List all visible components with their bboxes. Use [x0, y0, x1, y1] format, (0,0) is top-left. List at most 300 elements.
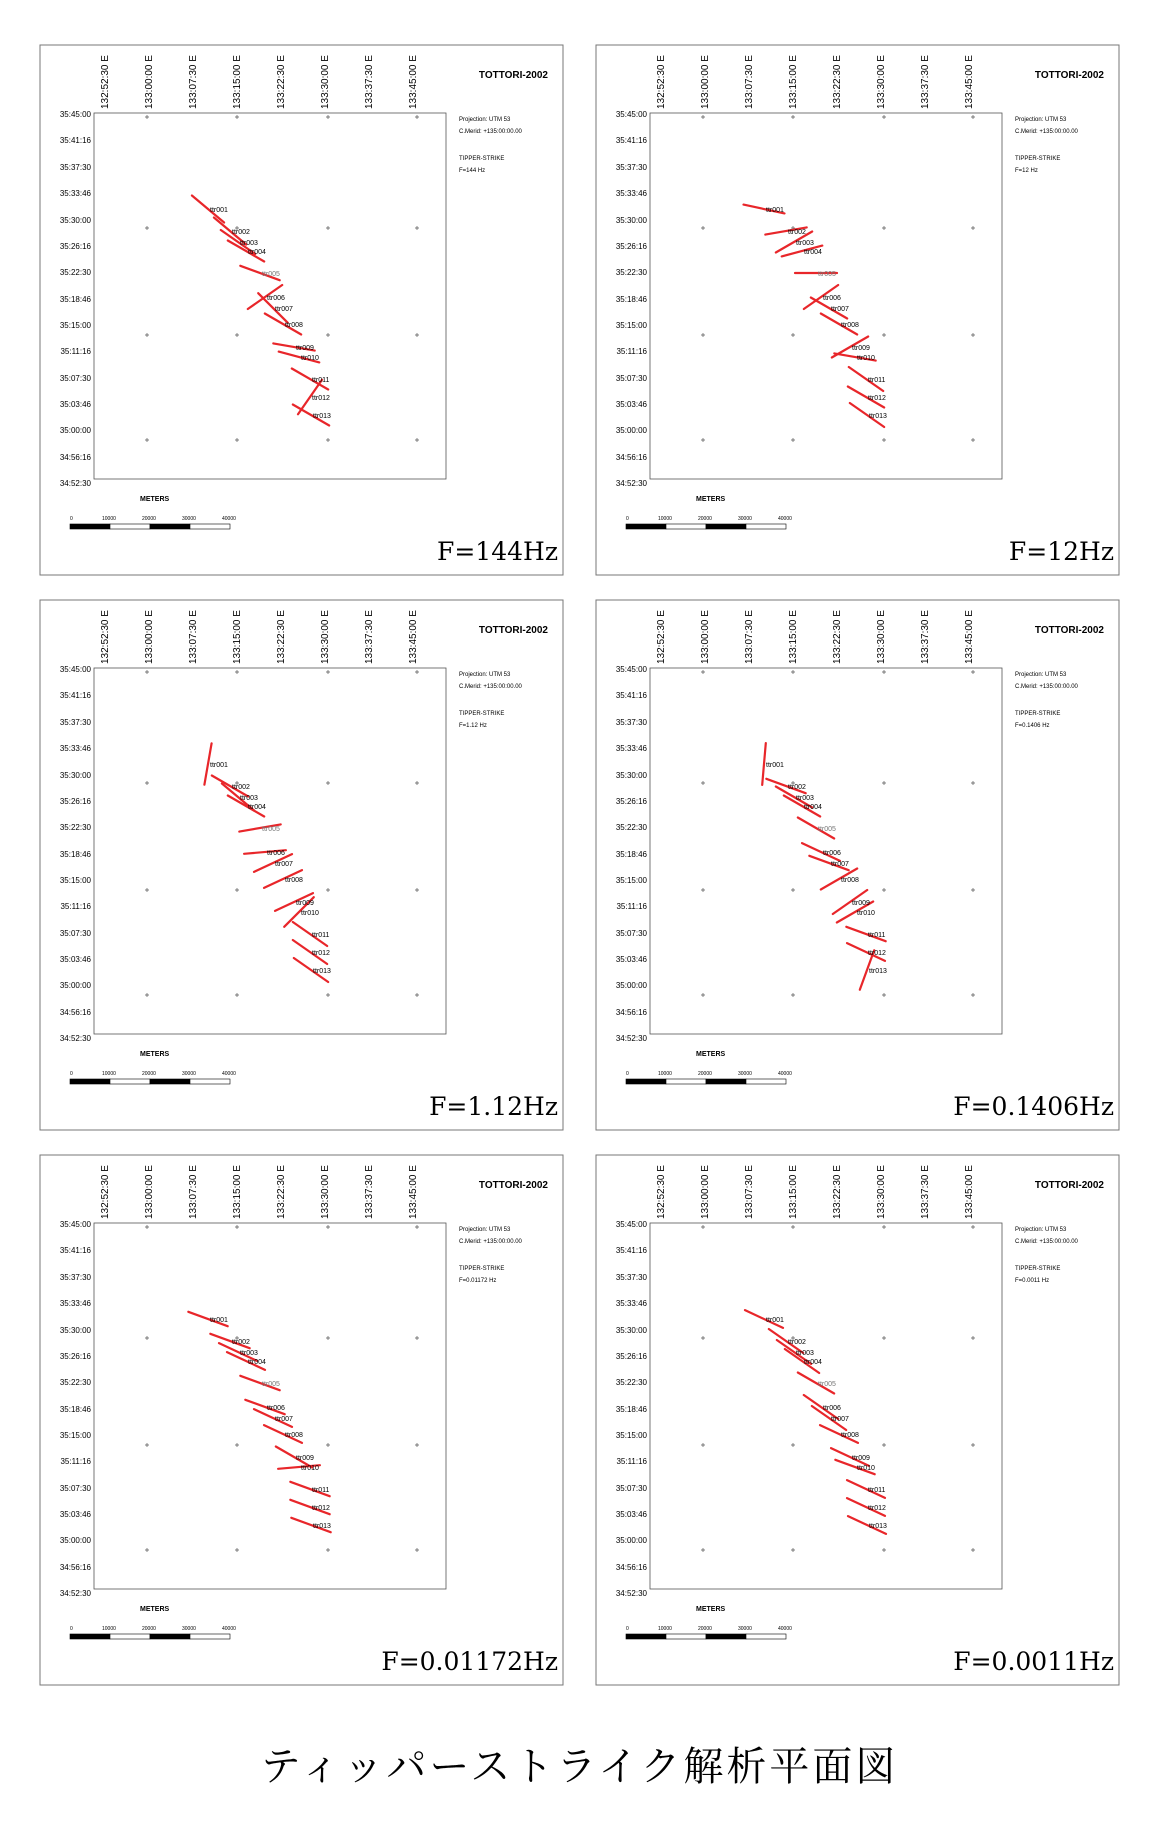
- lat-label: 35:37:30: [615, 718, 647, 727]
- lon-label: 133:37:30 E: [364, 1165, 375, 1219]
- map-title: TOTTORI-2002: [1034, 625, 1104, 636]
- lat-label: 35:15:00: [615, 876, 647, 885]
- station-label: ttr001: [210, 1317, 228, 1324]
- lat-label: 35:37:30: [615, 163, 647, 172]
- scale-segment: [110, 1634, 150, 1639]
- station-label: ttr001: [210, 207, 228, 214]
- lat-label: 35:41:16: [615, 136, 647, 145]
- lat-label: 35:03:46: [615, 955, 647, 964]
- lat-label: 35:30:00: [615, 771, 647, 780]
- lat-label: 34:52:30: [615, 1034, 647, 1043]
- scale-label: 20000: [142, 1626, 156, 1632]
- scale-label: 10000: [658, 1626, 672, 1632]
- method-text: TIPPER-STRIKE: [459, 1266, 505, 1272]
- lat-label: 35:45:00: [59, 665, 91, 674]
- lon-label: 133:22:30 E: [276, 1165, 287, 1219]
- meters-label: METERS: [696, 496, 726, 503]
- lon-label: 133:15:00 E: [232, 1165, 243, 1219]
- scale-label: 40000: [222, 1071, 236, 1077]
- meters-label: METERS: [696, 1051, 726, 1058]
- lat-label: 35:00:00: [59, 426, 91, 435]
- scale-segment: [626, 524, 666, 529]
- lat-label: 35:45:00: [615, 110, 647, 119]
- station-label: ttr004: [804, 1359, 822, 1366]
- frequency-label: F=0.1406Hz: [953, 1092, 1114, 1121]
- scale-segment: [706, 1634, 746, 1639]
- projection-text: Projection: UTM 53: [1015, 1227, 1067, 1233]
- figure-caption: ティッパーストライク解析平面図: [260, 1744, 899, 1790]
- scale-label: 30000: [182, 516, 196, 522]
- frequency-small-label: F=144 Hz: [459, 168, 486, 174]
- station-label: ttr003: [240, 1350, 258, 1357]
- meters-label: METERS: [140, 1606, 170, 1613]
- lon-label: 133:22:30 E: [276, 55, 287, 109]
- station-label: ttr009: [852, 345, 870, 352]
- lat-label: 35:22:30: [615, 1378, 647, 1387]
- lat-label: 35:18:46: [59, 850, 91, 859]
- station-label: ttr004: [248, 804, 266, 811]
- lat-label: 35:11:16: [60, 347, 91, 356]
- frequency-small-label: F=0.0011 Hz: [1015, 1278, 1050, 1284]
- lon-label: 133:22:30 E: [832, 610, 843, 664]
- station-label: ttr001: [210, 762, 228, 769]
- lat-label: 35:07:30: [615, 374, 647, 383]
- lat-label: 35:00:00: [615, 1536, 647, 1545]
- station-label: ttr011: [868, 377, 886, 384]
- lon-label: 133:45:00 E: [408, 610, 419, 664]
- lon-label: 133:00:00 E: [700, 55, 711, 109]
- projection-text: Projection: UTM 53: [459, 1227, 511, 1233]
- station-label: ttr013: [869, 413, 887, 420]
- lat-label: 35:18:46: [59, 295, 91, 304]
- station-label: ttr001: [766, 207, 784, 214]
- station-label: ttr010: [857, 355, 875, 362]
- station-label: ttr009: [852, 1455, 870, 1462]
- scale-label: 10000: [658, 516, 672, 522]
- lat-label: 35:41:16: [59, 691, 91, 700]
- lon-label: 133:22:30 E: [276, 610, 287, 664]
- station-label: ttr004: [248, 249, 266, 256]
- map-title: TOTTORI-2002: [478, 625, 548, 636]
- central-meridian-text: C.Merid: +135:00:00.00: [459, 1239, 522, 1245]
- lat-label: 35:30:00: [59, 771, 91, 780]
- lat-label: 35:33:46: [615, 744, 647, 753]
- station-label: ttr008: [285, 877, 303, 884]
- station-label: ttr012: [312, 950, 330, 957]
- lon-label: 133:45:00 E: [408, 55, 419, 109]
- station-label: ttr003: [240, 240, 258, 247]
- lat-label: 35:26:16: [59, 242, 91, 251]
- lat-label: 35:22:30: [59, 268, 91, 277]
- scale-label: 30000: [182, 1626, 196, 1632]
- lat-label: 35:22:30: [615, 823, 647, 832]
- scale-label: 30000: [738, 516, 752, 522]
- scale-segment: [150, 1079, 190, 1084]
- lat-label: 35:00:00: [615, 981, 647, 990]
- station-label: ttr003: [796, 795, 814, 802]
- lat-label: 35:33:46: [59, 1299, 91, 1308]
- station-label: ttr012: [868, 1505, 886, 1512]
- frequency-small-label: F=0.01172 Hz: [459, 1278, 497, 1284]
- lat-label: 34:56:16: [59, 1008, 91, 1017]
- station-label: ttr011: [312, 377, 330, 384]
- scale-segment: [706, 1079, 746, 1084]
- scale-segment: [666, 1079, 706, 1084]
- lon-label: 133:15:00 E: [232, 55, 243, 109]
- station-label: ttr008: [841, 1432, 859, 1439]
- projection-text: Projection: UTM 53: [1015, 672, 1067, 678]
- scale-label: 0: [70, 1626, 73, 1632]
- station-label: ttr011: [868, 1487, 886, 1494]
- scale-label: 30000: [738, 1626, 752, 1632]
- lat-label: 35:11:16: [616, 1457, 647, 1466]
- lat-label: 35:45:00: [59, 1220, 91, 1229]
- station-label: ttr007: [275, 1416, 293, 1423]
- station-label: ttr005: [818, 826, 836, 833]
- lon-label: 133:30:00 E: [876, 55, 887, 109]
- lon-label: 133:07:30 E: [188, 55, 199, 109]
- lon-label: 133:37:30 E: [920, 610, 931, 664]
- station-label: ttr004: [804, 249, 822, 256]
- lat-label: 35:15:00: [59, 321, 91, 330]
- station-label: ttr007: [275, 306, 293, 313]
- central-meridian-text: C.Merid: +135:00:00.00: [459, 129, 522, 135]
- lon-label: 132:52:30 E: [100, 1165, 111, 1219]
- scale-segment: [746, 1634, 786, 1639]
- lat-label: 34:52:30: [615, 479, 647, 488]
- lat-label: 35:30:00: [615, 216, 647, 225]
- lat-label: 35:26:16: [615, 242, 647, 251]
- station-label: ttr007: [831, 861, 849, 868]
- lat-label: 35:26:16: [615, 1352, 647, 1361]
- scale-label: 0: [626, 1626, 629, 1632]
- method-text: TIPPER-STRIKE: [459, 711, 505, 717]
- lon-label: 133:30:00 E: [876, 1165, 887, 1219]
- lat-label: 35:03:46: [59, 400, 91, 409]
- lon-label: 133:00:00 E: [144, 1165, 155, 1219]
- scale-label: 20000: [142, 516, 156, 522]
- scale-segment: [746, 1079, 786, 1084]
- lat-label: 35:07:30: [59, 929, 91, 938]
- lon-label: 133:45:00 E: [964, 1165, 975, 1219]
- lon-label: 133:30:00 E: [320, 1165, 331, 1219]
- lat-label: 35:07:30: [615, 929, 647, 938]
- scale-label: 40000: [778, 1071, 792, 1077]
- station-label: ttr012: [312, 395, 330, 402]
- scale-label: 20000: [142, 1071, 156, 1077]
- lat-label: 35:22:30: [59, 823, 91, 832]
- lon-label: 132:52:30 E: [656, 610, 667, 664]
- lat-label: 34:52:30: [59, 479, 91, 488]
- lat-label: 34:56:16: [615, 1008, 647, 1017]
- scale-label: 20000: [698, 1071, 712, 1077]
- scale-segment: [110, 524, 150, 529]
- lat-label: 35:03:46: [615, 400, 647, 409]
- station-label: ttr003: [240, 795, 258, 802]
- lat-label: 35:18:46: [615, 295, 647, 304]
- scale-segment: [110, 1079, 150, 1084]
- lat-label: 35:15:00: [615, 1431, 647, 1440]
- lon-label: 133:07:30 E: [188, 1165, 199, 1219]
- station-label: ttr003: [796, 1350, 814, 1357]
- lon-label: 133:00:00 E: [144, 610, 155, 664]
- frequency-small-label: F=12 Hz: [1015, 168, 1038, 174]
- station-label: ttr013: [869, 1523, 887, 1530]
- scale-label: 0: [626, 1071, 629, 1077]
- method-text: TIPPER-STRIKE: [1015, 156, 1061, 162]
- lat-label: 35:37:30: [59, 1273, 91, 1282]
- lat-label: 35:11:16: [60, 902, 91, 911]
- scale-label: 40000: [222, 1626, 236, 1632]
- lat-label: 35:26:16: [59, 797, 91, 806]
- lon-label: 133:45:00 E: [964, 55, 975, 109]
- station-label: ttr006: [823, 1405, 841, 1412]
- station-label: ttr010: [857, 1465, 875, 1472]
- scale-label: 0: [626, 516, 629, 522]
- map-panel: [40, 1155, 563, 1685]
- scale-segment: [626, 1634, 666, 1639]
- station-label: ttr003: [796, 240, 814, 247]
- station-label: ttr005: [262, 1381, 280, 1388]
- lon-label: 132:52:30 E: [656, 55, 667, 109]
- map-title: TOTTORI-2002: [1034, 70, 1104, 81]
- station-label: ttr007: [831, 1416, 849, 1423]
- lat-label: 35:33:46: [59, 744, 91, 753]
- lon-label: 133:15:00 E: [788, 55, 799, 109]
- lat-label: 35:03:46: [615, 1510, 647, 1519]
- lon-label: 133:37:30 E: [920, 1165, 931, 1219]
- station-label: ttr002: [232, 1339, 250, 1346]
- scale-segment: [190, 1634, 230, 1639]
- station-label: ttr002: [788, 1339, 806, 1346]
- meters-label: METERS: [140, 1051, 170, 1058]
- lat-label: 35:18:46: [59, 1405, 91, 1414]
- station-label: ttr009: [296, 900, 314, 907]
- station-label: ttr005: [818, 271, 836, 278]
- map-panel: [596, 600, 1119, 1130]
- panel-frame: [40, 600, 563, 1130]
- lat-label: 35:00:00: [59, 981, 91, 990]
- lat-label: 34:56:16: [615, 1563, 647, 1572]
- lat-label: 35:30:00: [59, 216, 91, 225]
- scale-label: 10000: [102, 1626, 116, 1632]
- station-label: ttr007: [831, 306, 849, 313]
- station-label: ttr012: [868, 395, 886, 402]
- scale-segment: [190, 1079, 230, 1084]
- scale-segment: [706, 524, 746, 529]
- station-label: ttr005: [818, 1381, 836, 1388]
- lat-label: 35:03:46: [59, 1510, 91, 1519]
- lon-label: 133:15:00 E: [788, 1165, 799, 1219]
- lat-label: 34:56:16: [59, 1563, 91, 1572]
- lon-label: 133:37:30 E: [364, 610, 375, 664]
- lat-label: 35:26:16: [59, 1352, 91, 1361]
- scale-segment: [150, 524, 190, 529]
- scale-label: 20000: [698, 516, 712, 522]
- scale-label: 10000: [658, 1071, 672, 1077]
- scale-segment: [666, 1634, 706, 1639]
- map-title: TOTTORI-2002: [478, 1180, 548, 1191]
- frequency-label: F=144Hz: [437, 537, 558, 566]
- lat-label: 35:07:30: [615, 1484, 647, 1493]
- map-title: TOTTORI-2002: [1034, 1180, 1104, 1191]
- station-label: ttr011: [312, 1487, 330, 1494]
- meters-label: METERS: [140, 496, 170, 503]
- scale-segment: [150, 1634, 190, 1639]
- map-panel: [40, 600, 563, 1130]
- lat-label: 35:41:16: [615, 1246, 647, 1255]
- lat-label: 35:11:16: [616, 347, 647, 356]
- lat-label: 35:07:30: [59, 1484, 91, 1493]
- frequency-label: F=1.12Hz: [429, 1092, 558, 1121]
- panel-frame: [40, 45, 563, 575]
- lat-label: 35:37:30: [59, 163, 91, 172]
- station-label: ttr009: [852, 900, 870, 907]
- scale-label: 30000: [182, 1071, 196, 1077]
- lat-label: 35:18:46: [615, 850, 647, 859]
- station-label: ttr005: [262, 826, 280, 833]
- panel-frame: [596, 600, 1119, 1130]
- station-label: ttr006: [267, 1405, 285, 1412]
- lat-label: 35:11:16: [60, 1457, 91, 1466]
- station-label: ttr010: [301, 355, 319, 362]
- lat-label: 35:33:46: [615, 1299, 647, 1308]
- station-label: ttr001: [766, 1317, 784, 1324]
- projection-text: Projection: UTM 53: [1015, 117, 1067, 123]
- method-text: TIPPER-STRIKE: [1015, 1266, 1061, 1272]
- station-label: ttr006: [823, 850, 841, 857]
- lat-label: 35:41:16: [59, 136, 91, 145]
- lon-label: 133:22:30 E: [832, 55, 843, 109]
- station-label: ttr010: [301, 1465, 319, 1472]
- map-title: TOTTORI-2002: [478, 70, 548, 81]
- panel-frame: [596, 45, 1119, 575]
- lat-label: 35:03:46: [59, 955, 91, 964]
- lon-label: 133:45:00 E: [408, 1165, 419, 1219]
- central-meridian-text: C.Merid: +135:00:00.00: [459, 684, 522, 690]
- station-label: ttr005: [262, 271, 280, 278]
- lat-label: 35:15:00: [59, 1431, 91, 1440]
- station-label: ttr011: [868, 932, 886, 939]
- panel-frame: [40, 1155, 563, 1685]
- lat-label: 34:52:30: [59, 1589, 91, 1598]
- lon-label: 133:37:30 E: [920, 55, 931, 109]
- lat-label: 34:52:30: [615, 1589, 647, 1598]
- station-label: ttr001: [766, 762, 784, 769]
- lat-label: 35:15:00: [59, 876, 91, 885]
- station-label: ttr004: [248, 1359, 266, 1366]
- station-label: ttr002: [788, 229, 806, 236]
- station-label: ttr008: [841, 322, 859, 329]
- station-label: ttr012: [312, 1505, 330, 1512]
- station-label: ttr006: [267, 850, 285, 857]
- lat-label: 35:11:16: [616, 902, 647, 911]
- lon-label: 133:37:30 E: [364, 55, 375, 109]
- scale-label: 40000: [778, 516, 792, 522]
- station-label: ttr006: [267, 295, 285, 302]
- station-label: ttr002: [788, 784, 806, 791]
- scale-segment: [626, 1079, 666, 1084]
- lon-label: 133:15:00 E: [788, 610, 799, 664]
- station-label: ttr010: [857, 910, 875, 917]
- station-label: ttr007: [275, 861, 293, 868]
- lon-label: 133:30:00 E: [876, 610, 887, 664]
- lon-label: 133:00:00 E: [144, 55, 155, 109]
- meters-label: METERS: [696, 1606, 726, 1613]
- lat-label: 35:33:46: [59, 189, 91, 198]
- station-label: ttr013: [313, 1523, 331, 1530]
- lon-label: 133:07:30 E: [744, 610, 755, 664]
- lat-label: 35:00:00: [615, 426, 647, 435]
- frequency-label: F=0.01172Hz: [381, 1647, 558, 1676]
- scale-segment: [70, 524, 110, 529]
- lon-label: 132:52:30 E: [100, 55, 111, 109]
- station-label: ttr002: [232, 229, 250, 236]
- map-panel: [596, 45, 1119, 575]
- lat-label: 35:18:46: [615, 1405, 647, 1414]
- scale-label: 40000: [222, 516, 236, 522]
- lat-label: 35:15:00: [615, 321, 647, 330]
- station-label: ttr010: [301, 910, 319, 917]
- lat-label: 34:56:16: [59, 453, 91, 462]
- station-label: ttr008: [285, 322, 303, 329]
- scale-label: 10000: [102, 1071, 116, 1077]
- station-label: ttr009: [296, 1455, 314, 1462]
- frequency-small-label: F=1.12 Hz: [459, 723, 487, 729]
- method-text: TIPPER-STRIKE: [1015, 711, 1061, 717]
- lat-label: 35:41:16: [615, 691, 647, 700]
- lon-label: 133:07:30 E: [188, 610, 199, 664]
- station-label: ttr009: [296, 345, 314, 352]
- panel-frame: [596, 1155, 1119, 1685]
- station-label: ttr004: [804, 804, 822, 811]
- lat-label: 35:37:30: [615, 1273, 647, 1282]
- scale-label: 40000: [778, 1626, 792, 1632]
- station-label: ttr013: [313, 968, 331, 975]
- lon-label: 133:30:00 E: [320, 610, 331, 664]
- scale-segment: [190, 524, 230, 529]
- lat-label: 35:37:30: [59, 718, 91, 727]
- station-label: ttr012: [868, 950, 886, 957]
- scale-segment: [70, 1634, 110, 1639]
- scale-segment: [70, 1079, 110, 1084]
- station-label: ttr002: [232, 784, 250, 791]
- station-label: ttr013: [313, 413, 331, 420]
- lon-label: 133:22:30 E: [832, 1165, 843, 1219]
- scale-segment: [746, 524, 786, 529]
- frequency-label: F=12Hz: [1008, 537, 1114, 566]
- lat-label: 35:22:30: [59, 1378, 91, 1387]
- scale-label: 0: [70, 516, 73, 522]
- lat-label: 34:52:30: [59, 1034, 91, 1043]
- lat-label: 35:22:30: [615, 268, 647, 277]
- central-meridian-text: C.Merid: +135:00:00.00: [1015, 684, 1078, 690]
- station-label: ttr013: [869, 968, 887, 975]
- lon-label: 132:52:30 E: [100, 610, 111, 664]
- map-panel: [596, 1155, 1119, 1685]
- lat-label: 35:00:00: [59, 1536, 91, 1545]
- lon-label: 133:30:00 E: [320, 55, 331, 109]
- station-label: ttr006: [823, 295, 841, 302]
- lat-label: 35:45:00: [615, 1220, 647, 1229]
- lat-label: 35:41:16: [59, 1246, 91, 1255]
- scale-label: 0: [70, 1071, 73, 1077]
- method-text: TIPPER-STRIKE: [459, 156, 505, 162]
- scale-label: 30000: [738, 1071, 752, 1077]
- lon-label: 133:00:00 E: [700, 610, 711, 664]
- station-label: ttr008: [841, 877, 859, 884]
- station-label: ttr011: [312, 932, 330, 939]
